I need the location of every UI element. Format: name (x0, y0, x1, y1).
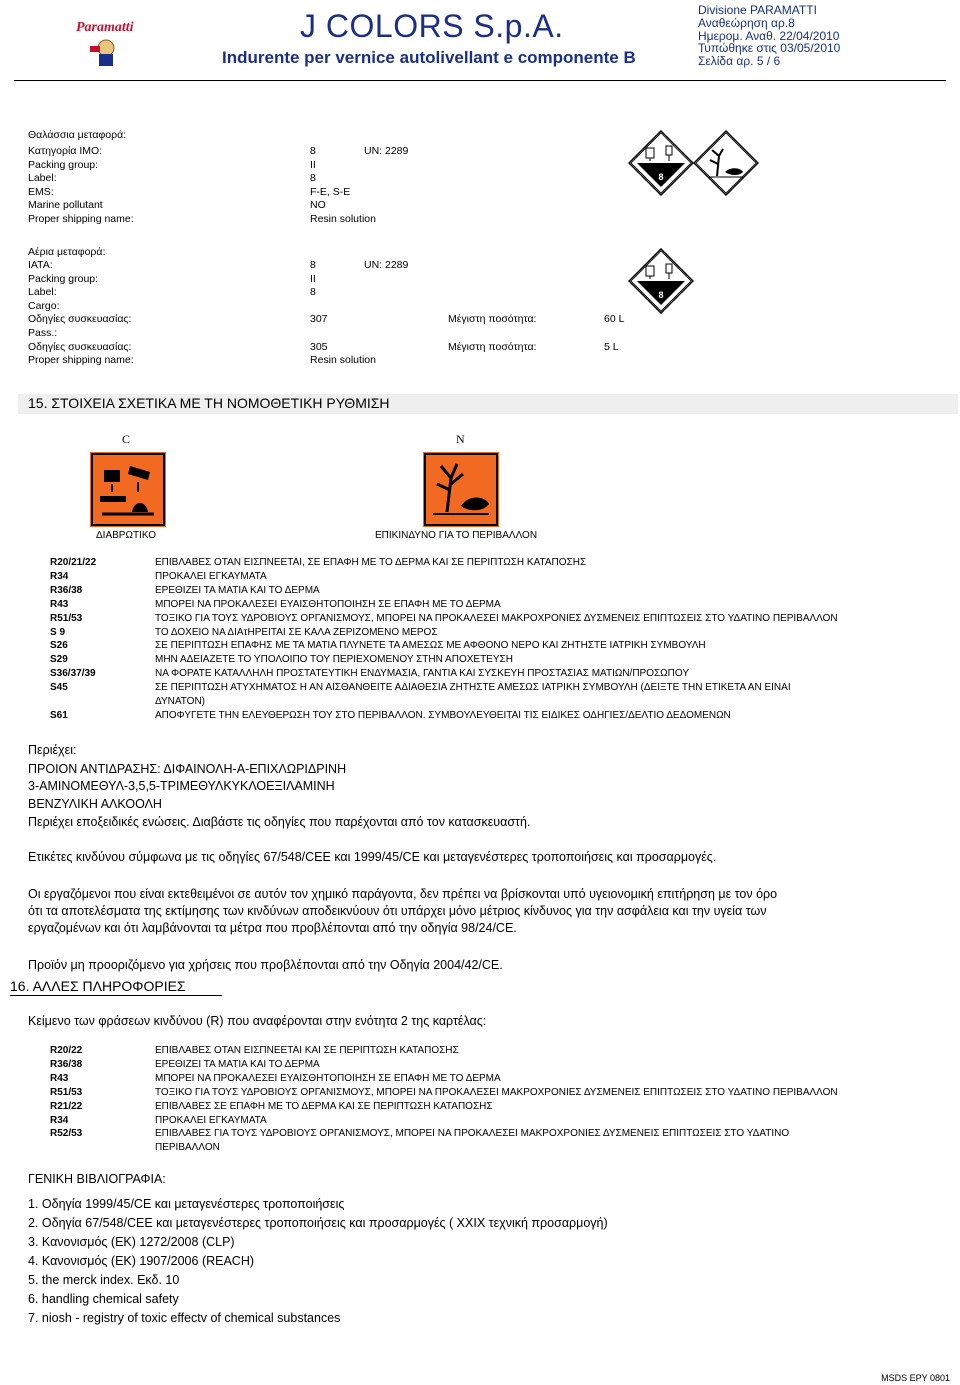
air-row-label: IATA: (28, 259, 53, 271)
phrase-text: ΕΠΙΒΛΑΒΕΣ ΓΙΑ ΤΟΥΣ ΥΔΡΟΒΙΟΥΣ ΟΡΓΑΝΙΣΜΟΥΣ, ΜΠΟΡΕΙ ΝΑ ΠΡΟΚΑΛΕΣΕΙ ΜΑΚΡΟΧΡΟΝΙΕΣ ΔΥΣΜΕΝΕΙΣ ΕΠΙΠΤΩΣΕΙΣ ΣΤΟ ΥΔΑΤΙΝΟ (155, 1128, 790, 1140)
svg-text:8: 8 (658, 290, 664, 300)
phrase-text: ΤΟΞΙΚΟ ΓΙΑ ΤΟΥΣ ΥΔΡΟΒΙΟΥΣ ΟΡΓΑΝΙΣΜΟΥΣ, ΜΠΟΡΕΙ ΝΑ ΠΡΟΚΑΛΕΣΕΙ ΜΑΚΡΟΧΡΟΝΙΕΣ ΔΥΣΜΕΝΕΙΣ ΕΠΙΠΤΩΣΕΙΣ ΣΤΟ ΥΔΑΤΙΝΟ ΠΕΡΙΒΑΛΛΟΝ (155, 612, 838, 624)
contains-item: ΠΡΟΙΟΝ ΑΝΤΙΔΡΑΣΗΣ: ΔΙΦΑΙΝΟΛΗ-Α-ΕΠΙΧΛΩΡΙΔΡΙΝΗ (28, 762, 347, 776)
revision: Αναθεώρηση αρ.8 (698, 15, 795, 30)
section-16-title: 16. ΑΛΛΕΣ ΠΛΗΡΟΦΟΡΙΕΣ (10, 978, 186, 994)
air-row-max-label: Μέγιστη ποσότητα: (448, 313, 537, 326)
phrase-code: S36/37/39 (50, 668, 96, 680)
bibliography-item: 2. Οδηγία 67/548/CEE και μεταγενέστερες τροποποιήσεις και προσαρμογές ( XXIX τεχνική προσαρμογή) (28, 1216, 608, 1230)
phrase-code: R36/38 (50, 1058, 83, 1070)
phrase-text: ΕΠΙΒΛΑΒΕΣ ΣΕ ΕΠΑΦΗ ΜΕ ΤΟ ΔΕΡΜΑ ΚΑΙ ΣΕ ΠΕΡΙΠΤΩΣΗ ΚΑΤΑΠΟΣΗΣ (155, 1100, 493, 1112)
air-row-max-qty: 5 L (604, 340, 619, 353)
footer-code: MSDS EPY 0801 (881, 1373, 950, 1383)
environment-icon (693, 130, 759, 201)
phrase-code: R52/53 (50, 1128, 83, 1140)
bibliography-item: 6. handling chemical safety (28, 1292, 179, 1306)
phrase-code: R43 (50, 1072, 69, 1084)
air-row-label: Packing group: (28, 272, 99, 285)
division: Divisione PARAMATTI (698, 3, 817, 17)
revision-date: Ημερομ. Αναθ. 22/04/2010 (698, 28, 840, 43)
air-row-value: 307 (310, 313, 328, 326)
sea-row-label: Packing group: (28, 158, 99, 171)
air-row-label: Proper shipping name: (28, 354, 134, 367)
air-row-max-label: Μέγιστη ποσότητα: (448, 340, 537, 353)
phrase-code: S26 (50, 640, 68, 652)
workers-note: ότι τα αποτελέσματα της εκτίμησης των κινδύνων αποδεικνύουν ότι υπάρχει μόνο μέτριος κίνδυνος για την ασφάλεια και την υγεία των (28, 904, 767, 918)
corrosive-8-icon (628, 130, 694, 201)
phrase-code: R20/22 (50, 1045, 83, 1056)
page-number: Σελίδα αρ. 5 / 6 (698, 54, 781, 69)
bibliography-item: 1. Οδηγία 1999/45/CE και μεταγενέστερες τροποποιήσεις (28, 1197, 345, 1211)
phrase-text: ΑΠΟΦΥΓΕΤΕ ΤΗΝ ΕΛΕΥΘΕΡΩΣΗ ΤΟΥ ΣΤΟ ΠΕΡΙΒΑΛΛΟΝ. ΣΥΜΒΟΥΛΕΥΘΕΙΤΑΙ ΤΙΣ ΕΙΔΙΚΕΣ ΟΔΗΓΙΕΣ/ΔΕΛΤΙΟ ΔΕΔΟΜΕΝΩΝ (155, 709, 731, 721)
sea-row-label: Proper shipping name: (28, 213, 134, 225)
air-row-value: 8 (310, 286, 316, 299)
r-phrases-intro: Κείμενο των φράσεων κινδύνου (R) που αναφέρονται στην ενότητα 2 της καρτέλας: (28, 1014, 487, 1028)
air-row-label: Οδηγίες συσκευασίας: (28, 340, 132, 353)
phrase-code: R36/38 (50, 584, 83, 596)
sea-row-value: NO (310, 199, 326, 212)
phrase-code: S45 (50, 682, 68, 694)
epoxy-note: Περιέχει εποξειδικές ενώσεις. Διαβάστε τις οδηγίες που παρέχονται από τον κατασκευαστή. (28, 815, 531, 829)
sea-row-label: Label: (28, 172, 57, 185)
air-row-label: Cargo: (28, 299, 60, 312)
air-row-value: Resin solution (310, 354, 376, 367)
bibliography-title: ΓΕΝΙΚΗ ΒΙΒΛΙΟΓΡΑΦΙΑ: (28, 1172, 166, 1186)
air-row-value: II (310, 272, 316, 285)
sea-row-label: Κατηγορία IMO: (28, 145, 103, 157)
air-row-un: UN: 2289 (364, 259, 409, 271)
phrase-text: ΕΠΙΒΛΑΒΕΣ ΟΤΑΝ ΕΙΣΠΝΕΕΤΑΙ, ΣΕ ΕΠΑΦΗ ΜΕ ΤΟ ΔΕΡΜΑ ΚΑΙ ΣΕ ΠΕΡΙΠΤΩΣΗ ΚΑΤΑΠΟΣΗΣ (155, 557, 587, 568)
bibliography-item: 3. Κανονισμός (ΕΚ) 1272/2008 (CLP) (28, 1235, 235, 1249)
air-row-value: 305 (310, 340, 328, 353)
phrase-code: R20/21/22 (50, 557, 97, 568)
caption-environment: ΕΠΙΚΙΝΔΥΝΟ ΓΙΑ ΤΟ ΠΕΡΙΒΑΛΛΟΝ (375, 530, 538, 541)
phrase-code: S61 (50, 709, 68, 721)
sea-row-value: 8 (310, 145, 316, 157)
phrase-code: R21/22 (50, 1100, 83, 1112)
symbol-n-letter: N (456, 432, 465, 446)
sea-title: Θαλάσσια μεταφορά: (28, 129, 127, 141)
phrase-text: ΝΑ ΦΟΡΑΤΕ ΚΑΤΑΛΛΗΛΗ ΠΡΟΣΤΑΤΕΥΤΙΚΗ ΕΝΔΥΜΑΣΙΑ, ΓΑΝΤΙΑ ΚΑΙ ΣΥΣΚΕΥΗ ΠΡΟΣΤΑΣΙΑΣ ΜΑΤΙΩΝ/ΠΡΟΣΩΠΟΥ (155, 668, 689, 680)
air-title: Αέρια μεταφορά: (28, 246, 106, 258)
sea-row-value: F-E, S-E (310, 185, 351, 198)
phrase-text: ΠΕΡΙΒΑΛΛΟΝ (155, 1142, 220, 1154)
workers-note: εργαζομένων και ότι λαμβάνονται τα μέτρα που προβλέπονται από την οδηγία 98/24/CE. (28, 921, 517, 935)
bibliography-item: 7. niosh - registry of toxic effectv of chemical substances (28, 1311, 341, 1325)
svg-text:8: 8 (658, 172, 664, 182)
caption-corrosive: ΔΙΑΒΡΩΤΙΚΟ (96, 530, 156, 541)
phrase-text: ΔΥΝΑΤΟΝ) (155, 695, 206, 707)
phrase-code: R34 (50, 570, 69, 582)
phrase-code: R51/53 (50, 1086, 83, 1098)
symbol-c-letter: C (122, 432, 131, 446)
contains-label: Περιέχει: (28, 743, 77, 757)
labels-note: Ετικέτες κινδύνου σύμφωνα με τις οδηγίες 67/548/CEE και 1999/45/CE και μεταγενέστερες τροποποιήσεις και προσαρμογές. (28, 850, 717, 864)
phrase-code: S29 (50, 654, 68, 666)
phrase-code: S 9 (50, 626, 66, 638)
phrase-code: R43 (50, 598, 69, 610)
bibliography-item: 4. Κανονισμός (ΕΚ) 1907/2006 (REACH) (28, 1254, 255, 1268)
phrase-text: ΤΟΞΙΚΟ ΓΙΑ ΤΟΥΣ ΥΔΡΟΒΙΟΥΣ ΟΡΓΑΝΙΣΜΟΥΣ, ΜΠΟΡΕΙ ΝΑ ΠΡΟΚΑΛΕΣΕΙ ΜΑΚΡΟΧΡΟΝΙΕΣ ΔΥΣΜΕΝΕΙΣ ΕΠΙΠΤΩΣΕΙΣ ΣΤΟ ΥΔΑΤΙΝΟ ΠΕΡΙΒΑΛΛΟΝ (155, 1086, 838, 1098)
air-row-max-qty: 60 L (604, 313, 625, 326)
product-name: Indurente per vernice autolivellant e componente B (222, 48, 636, 67)
air-row-label: Pass.: (28, 327, 58, 339)
section-15-title: 15. ΣΤΟΙΧΕΙΑ ΣΧΕΤΙΚΑ ΜΕ ΤΗ ΝΟΜΟΘΕΤΙΚΗ ΡΥΘΜΙΣΗ (28, 395, 390, 411)
sea-row-value: II (310, 158, 316, 171)
phrase-text: ΤΟ ΔΟΧΕΙΟ ΝΑ ΔΙΑτΗΡΕΙΤΑΙ ΣΕ ΚΑΛΑ ΖΕΡΙΖΟΜΕΝΟ ΜΕΡΟΣ (155, 626, 438, 638)
header-rule (14, 80, 946, 81)
phrase-code: R34 (50, 1114, 69, 1126)
company-logo (72, 18, 152, 68)
air-row-label: Label: (28, 286, 57, 299)
air-row-label: Οδηγίες συσκευασίας: (28, 313, 132, 326)
air-row-value: 8 (310, 259, 316, 271)
use-note: Προϊόν μη προοριζόμενο για χρήσεις που προβλέπονται από την Οδηγία 2004/42/CE. (28, 958, 503, 972)
sea-row-value: Resin solution (310, 213, 376, 225)
header-meta (698, 4, 840, 68)
sea-row-label: EMS: (28, 185, 54, 198)
phrase-text: ΕΡΕΘΙΖΕΙ ΤΑ ΜΑΤΙΑ ΚΑΙ ΤΟ ΔΕΡΜΑ (155, 1058, 320, 1070)
print-date: Τυπώθηκε στις 03/05/2010 (698, 41, 841, 56)
phrase-code: R51/53 (50, 612, 83, 624)
contains-item: ΒΕΝΖΥΛΙΚΗ ΑΛΚΟΟΛΗ (28, 797, 162, 811)
workers-note: Οι εργαζόμενοι που είναι εκτεθειμένοι σε αυτόν τον χημικό παράγοντα, δεν πρέπει να βρίσκονται υπό υγειονομική επιτήρηση με τον όρο (28, 887, 778, 901)
environment-hazard-icon (423, 452, 499, 532)
phrase-text: ΠΡΟΚΑΛΕΙ ΕΓΚΑΥΜΑΤΑ (155, 570, 267, 582)
contains-item: 3-ΑΜΙΝΟΜΕΘΥΛ-3,5,5-ΤΡΙΜΕΘΥΛΚΥΚΛΟΕΞΙΛΑΜΙΝΗ (28, 779, 335, 793)
company-name: J COLORS S.p.A. (300, 8, 564, 44)
phrase-text: ΣΕ ΠΕΡΙΠΤΩΣΗ ΕΠΑΦΗΣ ΜΕ ΤΑ ΜΑΤΙΑ ΠΛΥΝΕΤΕ ΤΑ ΑΜΕΣΩΣ ΜΕ ΑΦΘΟΝΟ ΝΕΡΟ ΚΑΙ ΖΗΤΗΣΤΕ ΙΑΤΡΙΚΗ ΣΥΜΒΟΥΛΗ (155, 640, 706, 652)
corrosive-icon (90, 452, 166, 532)
phrase-text: ΠΡΟΚΑΛΕΙ ΕΓΚΑΥΜΑΤΑ (155, 1114, 267, 1126)
sea-row-label: Marine pollutant (28, 199, 103, 212)
sea-row-value: 8 (310, 172, 316, 185)
phrase-text: ΕΡΕΘΙΖΕΙ ΤΑ ΜΑΤΙΑ ΚΑΙ ΤΟ ΔΕΡΜΑ (155, 584, 320, 596)
phrase-text: ΣΕ ΠΕΡΙΠΤΩΣΗ ΑΤΥΧΗΜΑΤΟΣ Η ΑΝ ΑΙΣΘΑΝΘΕΙΤΕ ΑΔΙΑΘΕΣΙΑ ΖΗΤΗΣΤΕ ΑΜΕΣΩΣ ΙΑΤΡΙΚΗ ΣΥΜΒΟΥΛΗ (ΔΕΙΞΤΕ ΤΗΝ ΕΤΙΚΕΤΑ ΑΝ ΕΙΝΑΙ (155, 682, 791, 694)
sea-row-un: UN: 2289 (364, 145, 409, 157)
phrase-text: ΜΗΝ ΑΔΕΙΑΖΕΤΕ ΤΟ ΥΠΟΛΟΙΠΟ ΤΟΥ ΠΕΡΙΕΧΟΜΕΝΟΥ ΣΤΗΝ ΑΠΟΧΕΤΕΥΣΗ (155, 654, 513, 666)
corrosive-8-icon (628, 248, 694, 319)
bibliography-item: 5. the merck index. Εκδ. 10 (28, 1273, 180, 1287)
phrase-text: ΜΠΟΡΕΙ ΝΑ ΠΡΟΚΑΛΕΣΕΙ ΕΥΑΙΣΘΗΤΟΠΟΙΗΣΗ ΣΕ ΕΠΑΦΗ ΜΕ ΤΟ ΔΕΡΜΑ (155, 1072, 501, 1084)
phrase-text: ΕΠΙΒΛΑΒΕΣ ΟΤΑΝ ΕΙΣΠΝΕΕΤΑΙ ΚΑΙ ΣΕ ΠΕΡΙΠΤΩΣΗ ΚΑΤΑΠΟΣΗΣ (155, 1045, 459, 1056)
svg-text:Paramatti: Paramatti (76, 20, 134, 35)
phrase-text: ΜΠΟΡΕΙ ΝΑ ΠΡΟΚΑΛΕΣΕΙ ΕΥΑΙΣΘΗΤΟΠΟΙΗΣΗ ΣΕ ΕΠΑΦΗ ΜΕ ΤΟ ΔΕΡΜΑ (155, 598, 501, 610)
